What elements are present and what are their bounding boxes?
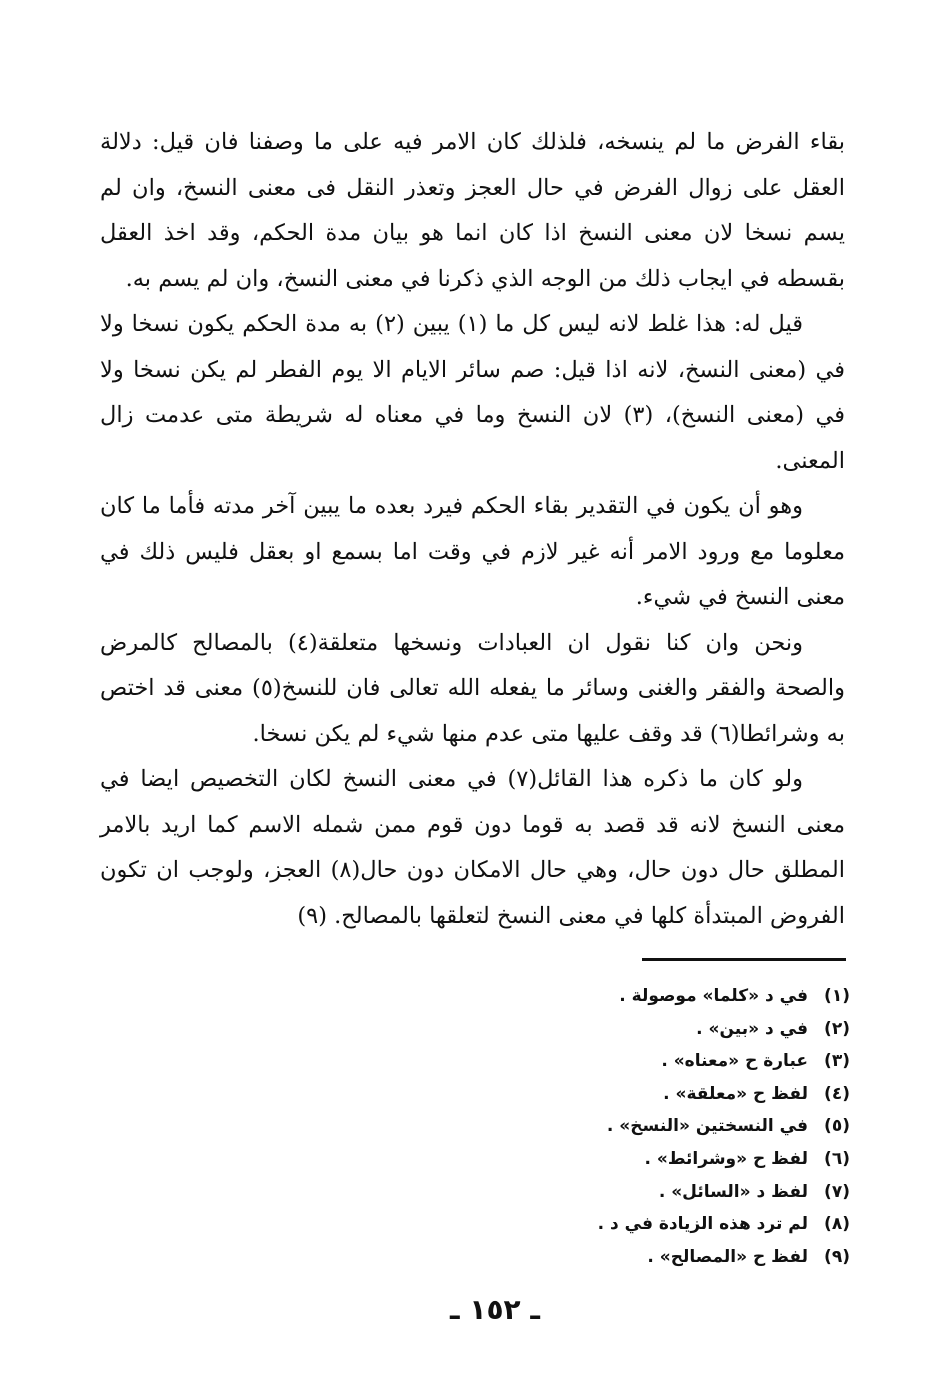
footnote-text: في د «بين» .	[696, 1018, 808, 1039]
footnote-item	[430, 1143, 850, 1176]
footnote-text: لفظ د «السائل» .	[658, 1181, 808, 1202]
footnote-number: (٥)	[824, 1116, 850, 1137]
paragraph: وهو أن يكون في التقدير بقاء الحكم فيرد بعده ما يبين آخر مدته فأما ما كان معلوما مع ورود الامر أنه غير لازم في وقت اما بسمع او بعقل فليس ذلك في معنى النسخ في شيء.	[100, 493, 845, 610]
footnote-number: (٣)	[824, 1051, 850, 1072]
footnote-item	[430, 1208, 850, 1241]
main-text	[100, 120, 845, 939]
footnote-item	[430, 1045, 850, 1078]
footnote-number: (٩)	[824, 1246, 850, 1267]
footnote-item	[430, 1110, 850, 1143]
footnotes-list	[430, 980, 850, 1273]
footnote-number: (٨)	[824, 1214, 850, 1235]
footnote-number: (٢)	[824, 1018, 850, 1039]
footnote-item	[430, 1078, 850, 1111]
footnote-text: لفظ ح «معلقة» .	[663, 1083, 808, 1104]
footnote-item	[430, 1013, 850, 1046]
footnote-number: (١)	[824, 986, 850, 1006]
footnote-item	[430, 980, 850, 1013]
footnote-text: عبارة ح «معناه» .	[661, 1051, 808, 1072]
footnote-number: (٤)	[824, 1083, 850, 1104]
paragraph: ولو كان ما ذكره هذا القائل(٧) في معنى النسخ لكان التخصيص ايضا في معنى النسخ لانه قد قصد به قوما دون قوم ممن شمله الاسم كما اريد بالامر المطلق حال دون حال، وهي حال الامكان دون حال(٨) العجز، ولوجب ان تكون الفروض المبتدأة كلها في معنى النسخ لتعلقها بالمصالح. (٩)	[100, 766, 845, 929]
footnote-text: في النسختين «النسخ» .	[606, 1116, 808, 1137]
footnote-text: لم ترد هذه الزيادة في د .	[597, 1214, 808, 1235]
paragraph: ونحن وان كنا نقول ان العبادات ونسخها متعلقة(٤) بالمصالح كالمرض والصحة والفقر والغنى وسائر ما يفعله الله تعالى فان للنسخ(٥) معنى قد اختص به وشرائطا(٦) قد وقف عليها متى عدم منها شيء لم يكن نسخا.	[100, 629, 846, 747]
footnote-text: لفظ ح «وشرائط» .	[644, 1148, 808, 1169]
footnote-number: (٧)	[824, 1181, 850, 1202]
page-number: ـ ١٥٢ ـ	[450, 1293, 540, 1326]
footnote-text: في د «كلما» موصولة .	[619, 986, 808, 1006]
paragraph: قيل له: هذا غلط لانه ليس كل ما (١) يبين (٢) به مدة الحكم يكون نسخا ولا في (معنى النسخ، لانه اذا قيل: صم سائر الايام الا يوم الفطر لم يكن نسخا ولا في (معنى النسخ)، (٣) لان النسخ وما في معناه له شريطة متى عدمت زال المعنى.	[100, 311, 845, 474]
paragraph: بقاء الفرض ما لم ينسخه، فلذلك كان الامر فيه على ما وصفنا فان قيل: دلالة العقل على زوال الفرض في حال العجز وتعذر النقل فى معنى النسخ، وان لم يسم نسخا لان معنى النسخ اذا كان انما هو بيان مدة الحكم، وقد اخذ العقل بقسطه في ايجاب ذلك من الوجه الذي ذكرنا في معنى النسخ، وان لم يسم به.	[100, 129, 845, 292]
footnote-number: (٦)	[824, 1148, 850, 1169]
footnote-text: لفظ ح «المصالح» .	[647, 1246, 808, 1267]
footnote-item	[430, 1241, 850, 1274]
footnote-item	[430, 1176, 850, 1209]
footnote-separator	[642, 958, 846, 961]
